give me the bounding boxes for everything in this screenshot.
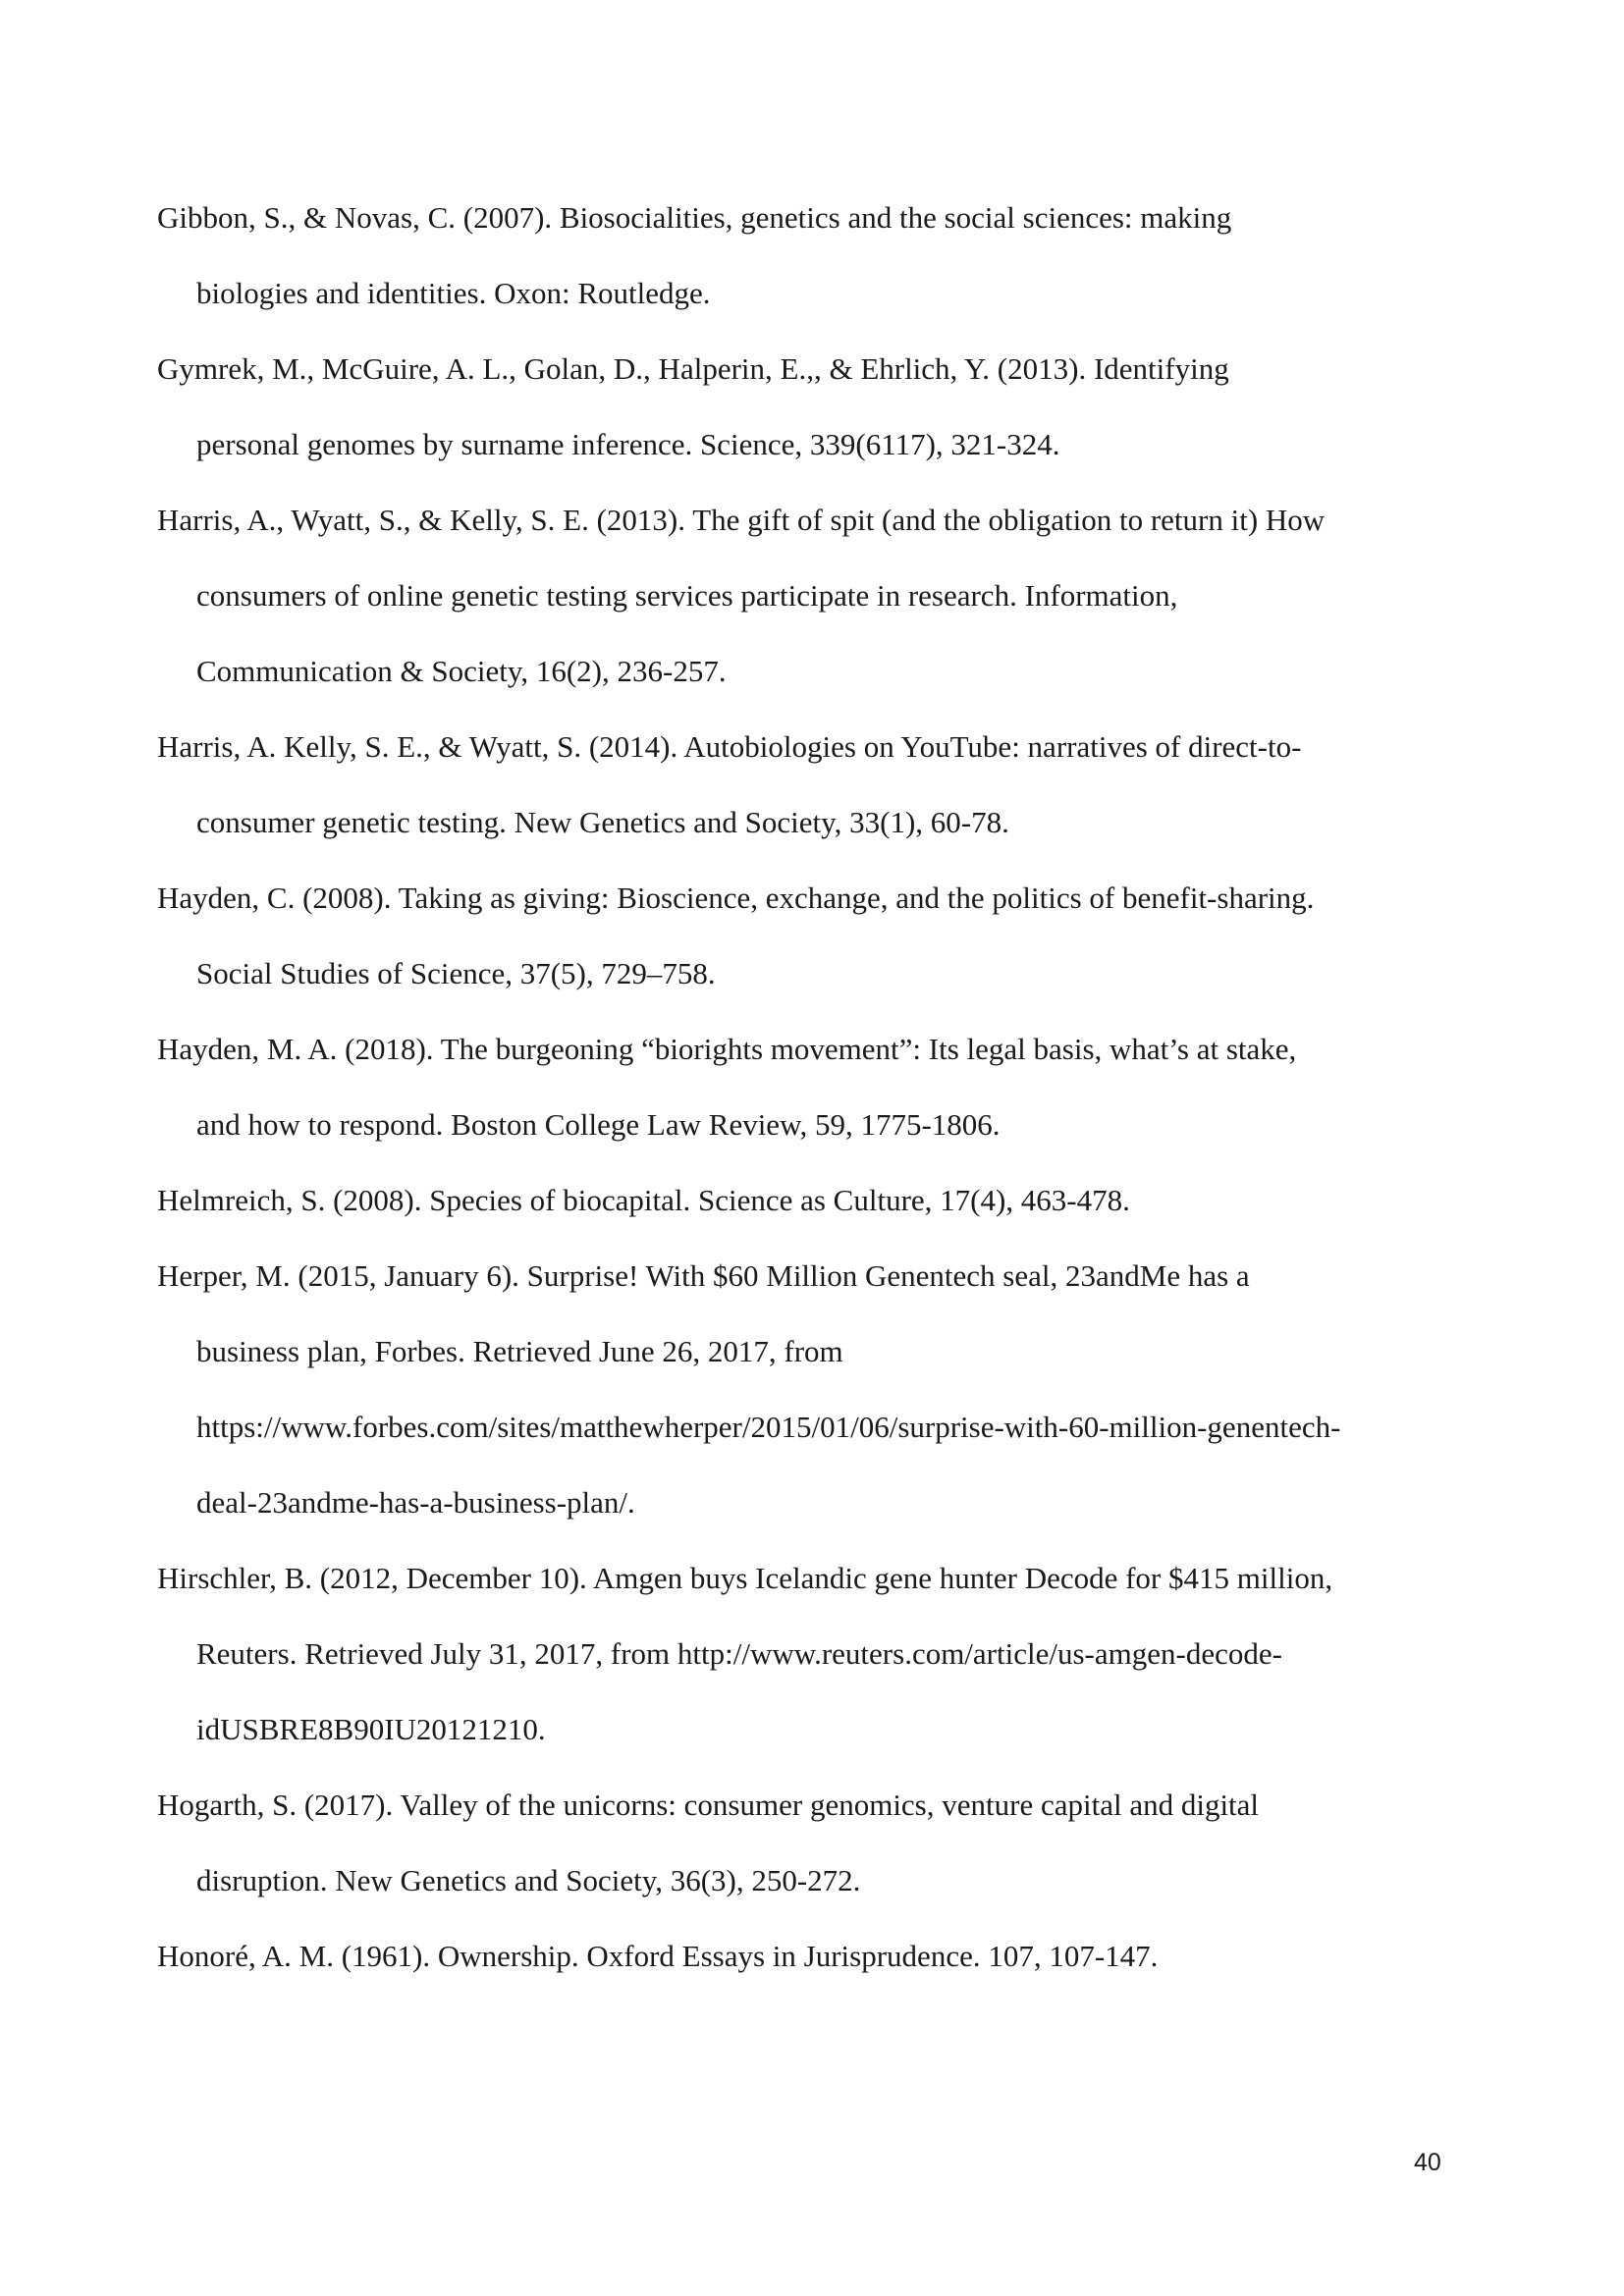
reference-line: Hirschler, B. (2012, December 10). Amgen buys Icelandic gene hunter Decode for $415 million, [157,1561,1333,1595]
reference-line: personal genomes by surname inference. Science, 339(6117), 321-324. [196,427,1060,461]
reference-line: Hayden, C. (2008). Taking as giving: Bioscience, exchange, and the politics of benefit-sharing. [157,881,1315,915]
reference-line: and how to respond. Boston College Law Review, 59, 1775-1806. [196,1107,1001,1142]
reference-line: biologies and identities. Oxon: Routledge. [196,276,711,310]
reference-line: business plan, Forbes. Retrieved June 26, 2017, from [196,1334,843,1368]
reference-line: consumers of online genetic testing services participate in research. Information, [196,578,1178,613]
reference-line: disruption. New Genetics and Society, 36(3), 250-272. [196,1863,861,1897]
reference-line: Communication & Society, 16(2), 236-257. [196,654,727,688]
reference-line: Hogarth, S. (2017). Valley of the unicorns: consumer genomics, venture capital and digital [157,1788,1260,1822]
reference-line: Social Studies of Science, 37(5), 729–758. [196,956,716,990]
reference-line: Reuters. Retrieved July 31, 2017, from http://www.reuters.com/article/us-amgen-decode- [196,1636,1282,1671]
reference-line: Harris, A. Kelly, S. E., & Wyatt, S. (2014). Autobiologies on YouTube: narratives of direct-to- [157,729,1302,764]
reference-line: Harris, A., Wyatt, S., & Kelly, S. E. (2013). The gift of spit (and the obligation to return it) How [157,503,1326,537]
reference-line: Honoré, A. M. (1961). Ownership. Oxford Essays in Jurisprudence. 107, 107-147. [157,1939,1159,1973]
reference-line: consumer genetic testing. New Genetics and Society, 33(1), 60-78. [196,805,1009,839]
reference-line: Herper, M. (2015, January 6). Surprise! With $60 Million Genentech seal, 23andMe has a [157,1258,1250,1293]
reference-url[interactable]: idUSBRE8B90IU20121210. [196,1712,546,1746]
reference-line: Helmreich, S. (2008). Species of biocapital. Science as Culture, 17(4), 463-478. [157,1183,1130,1217]
reference-line: Hayden, M. A. (2018). The burgeoning “biorights movement”: Its legal basis, what’s at stake, [157,1032,1297,1066]
reference-line: Gymrek, M., McGuire, A. L., Golan, D., Halperin, E.,, & Ehrlich, Y. (2013). Identifying [157,351,1229,386]
page-number: 40 [1414,2149,1441,2176]
reference-url[interactable]: https://www.forbes.com/sites/matthewherper/2015/01/06/surprise-with-60-million-genentech- [196,1410,1341,1444]
reference-line: Gibbon, S., & Novas, C. (2007). Biosocialities, genetics and the social sciences: making [157,200,1232,235]
reference-url[interactable]: deal-23andme-has-a-business-plan/. [196,1485,635,1520]
